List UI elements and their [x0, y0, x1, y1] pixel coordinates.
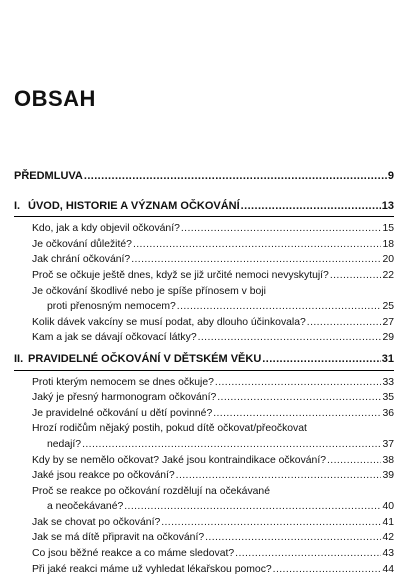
- toc-entry-label-continued: proti přenosným nemocem?: [47, 301, 176, 313]
- section-number: I.: [14, 199, 21, 212]
- toc-page-number: 44: [382, 563, 394, 575]
- toc-entry: [14, 406, 394, 422]
- section-rule: [14, 216, 394, 217]
- section-rule: [14, 370, 394, 371]
- toc-entry-label: Kolik dávek vakcíny se musí podat, aby dlouho účinkovala?: [32, 316, 306, 328]
- toc-page-number: 31: [381, 352, 394, 365]
- toc-entry-first-line: [14, 484, 394, 500]
- toc-entry-label: Při jaké reakci máme už vyhledat lékařskou pomoc?: [32, 563, 272, 575]
- toc-entry-label: Kdy by se nemělo očkovat? Jaké jsou kontraindikace očkování?: [32, 454, 326, 466]
- toc-entry: [14, 330, 394, 346]
- toc-entry-label: Co jsou běžné reakce a co máme sledovat?: [32, 548, 235, 560]
- toc-page-number: 15: [382, 223, 394, 235]
- toc-page-number: 36: [382, 407, 394, 419]
- toc-entry-label: Proti kterým nemocem se dnes očkuje?: [32, 376, 214, 388]
- toc-page-number: 40: [382, 501, 394, 513]
- toc-page-number: 39: [382, 470, 394, 482]
- leader-dots: [213, 406, 381, 422]
- toc-entry: [14, 530, 394, 546]
- toc-section-heading: [14, 352, 394, 368]
- toc-entry: [14, 237, 394, 253]
- toc-entry: [14, 390, 394, 406]
- leader-dots: [161, 515, 381, 531]
- toc-entry: [14, 468, 394, 484]
- toc-entry-label: Je očkování škodlivé nebo je spíše přínosem v boji: [32, 285, 266, 297]
- leader-dots: [124, 499, 381, 515]
- leader-dots: [131, 252, 381, 268]
- leader-dots: [235, 546, 381, 562]
- toc-entry: [14, 315, 394, 331]
- toc-entry-first-line: [14, 284, 394, 300]
- leader-dots: [330, 268, 382, 284]
- toc-page-number: 37: [382, 438, 394, 450]
- toc-entry-label-continued: a neočekávané?: [47, 501, 124, 513]
- toc-page-number: 33: [382, 376, 394, 388]
- leader-dots: [181, 221, 382, 237]
- leader-dots: [262, 352, 380, 368]
- toc-page-number: 20: [382, 254, 394, 266]
- toc-entry: [14, 268, 394, 284]
- toc-entry-first-line: [14, 421, 394, 437]
- leader-dots: [133, 237, 382, 253]
- toc-entry: [14, 252, 394, 268]
- leader-dots: [176, 468, 382, 484]
- toc-entry-label-continued: nedají?: [47, 438, 82, 450]
- toc-entry-continuation: [14, 499, 394, 515]
- leader-dots: [177, 299, 382, 315]
- toc-entry-label: Proč se očkuje ještě dnes, když se již určité nemoci nevyskytují?: [32, 269, 329, 281]
- toc-entry-preface: [14, 169, 394, 185]
- leader-dots: [215, 375, 382, 391]
- toc-entry-label: Hrozí rodičům nějaký postih, pokud dítě očkovat/přeočkovat: [32, 423, 307, 435]
- leader-dots: [198, 330, 382, 346]
- toc-page-number: 25: [382, 301, 394, 313]
- toc-entry: [14, 375, 394, 391]
- toc-section-heading: [14, 199, 394, 215]
- toc-entry: [14, 221, 394, 237]
- leader-dots: [84, 169, 387, 185]
- toc-entry-label: Proč se reakce po očkování rozdělují na očekávané: [32, 485, 270, 497]
- toc-entry: [14, 546, 394, 562]
- toc-entry: [14, 515, 394, 531]
- section-title: PRAVIDELNÉ OČKOVÁNÍ V DĚTSKÉM VĚKU: [28, 352, 262, 365]
- toc-entry-label: Je očkování důležité?: [32, 238, 132, 250]
- toc-page-number: 43: [382, 548, 394, 560]
- leader-dots: [205, 530, 381, 546]
- toc-entry: [14, 453, 394, 469]
- section-number: II.: [14, 352, 24, 365]
- leader-dots: [217, 390, 381, 406]
- table-of-contents: [14, 169, 394, 577]
- toc-page-number: 13: [381, 199, 394, 212]
- toc-entry-label: Jaký je přesný harmonogram očkování?: [32, 392, 217, 404]
- toc-entry-label: Kam a jak se dávají očkovací látky?: [32, 332, 197, 344]
- leader-dots: [273, 562, 382, 577]
- toc-page-number: 41: [382, 516, 394, 528]
- toc-entry-label: Jak se chovat po očkování?: [32, 516, 161, 528]
- toc-entry-label: Je pravidelné očkování u dětí povinné?: [32, 407, 213, 419]
- leader-dots: [241, 199, 381, 215]
- toc-entry-label: PŘEDMLUVA: [14, 170, 83, 182]
- toc-entry: [14, 562, 394, 577]
- toc-entry-continuation: [14, 299, 394, 315]
- toc-page-number: 42: [382, 532, 394, 544]
- section-title: ÚVOD, HISTORIE A VÝZNAM OČKOVÁNÍ: [28, 199, 240, 212]
- toc-entry-label: Jaké jsou reakce po očkování?: [32, 470, 175, 482]
- toc-entry-label: Kdo, jak a kdy objevil očkování?: [32, 223, 180, 235]
- leader-dots: [307, 315, 382, 331]
- toc-page-number: 29: [382, 332, 394, 344]
- toc-entry-label: Jak se má dítě připravit na očkování?: [32, 532, 205, 544]
- toc-page-number: 9: [387, 170, 394, 182]
- toc-page-number: 27: [382, 316, 394, 328]
- toc-page-number: 18: [382, 238, 394, 250]
- page-title: OBSAH: [14, 86, 96, 111]
- leader-dots: [82, 437, 381, 453]
- toc-page-number: 38: [382, 454, 394, 466]
- toc-page-number: 35: [382, 392, 394, 404]
- toc-page-number: 22: [382, 269, 394, 281]
- leader-dots: [327, 453, 381, 469]
- toc-entry-label: Jak chrání očkování?: [32, 254, 131, 266]
- toc-entry-continuation: [14, 437, 394, 453]
